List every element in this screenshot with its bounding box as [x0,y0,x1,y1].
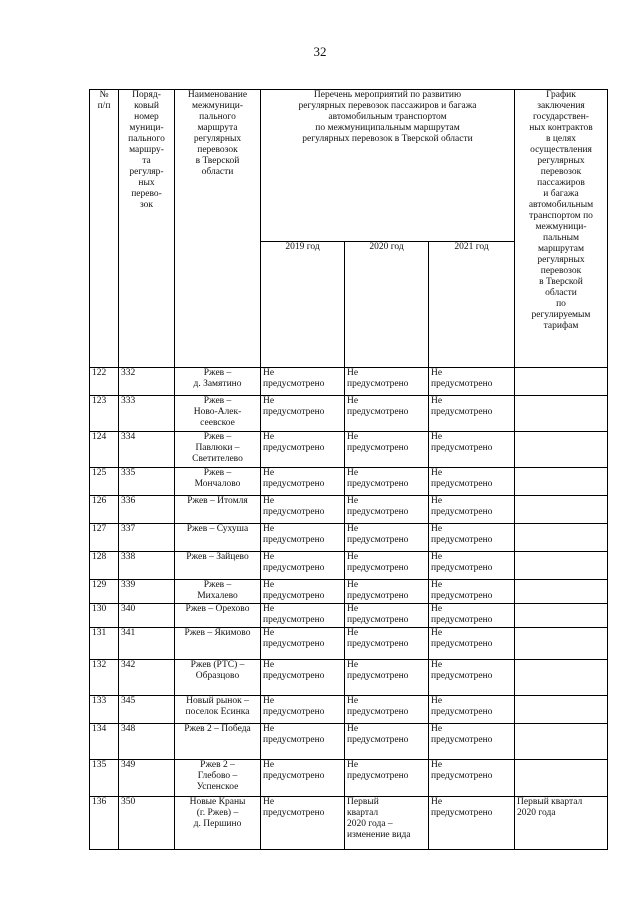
schedule-cell [515,368,608,396]
table-row [90,432,608,468]
year-2020-cell: Не предусмотрено [345,496,429,524]
header-year-2021: 2021 год [429,242,515,368]
schedule-cell [515,524,608,552]
table-row [90,496,608,524]
year-2021-cell: Не предусмотрено [429,524,515,552]
row-number-cell: 132 [90,660,119,696]
schedule-cell [515,468,608,496]
year-2021-cell: Не предусмотрено [429,396,515,432]
year-2020-cell: Не предусмотрено [345,396,429,432]
row-number-cell: 129 [90,580,119,604]
route-number-cell: 334 [119,432,175,468]
year-2021-cell: Не предусмотрено [429,496,515,524]
year-2021-cell: Не предусмотрено [429,797,515,850]
row-number-cell: 136 [90,797,119,850]
route-number-cell: 350 [119,797,175,850]
header-route-no: Поряд- ковый номер муници- пального маршру- та регуляр- ных перево- зок [119,90,175,368]
route-name-cell: Ржев 2 – Победа [175,724,261,760]
year-2019-cell: Не предусмотрено [261,524,345,552]
schedule-cell: Первый квартал 2020 года [515,797,608,850]
route-name-cell: Ржев – Сухуша [175,524,261,552]
year-2020-cell: Первый квартал 2020 года – изменение вида [345,797,429,850]
year-2021-cell: Не предусмотрено [429,580,515,604]
route-number-cell: 340 [119,604,175,628]
year-2019-cell: Не предусмотрено [261,604,345,628]
year-2019-cell: Не предусмотрено [261,724,345,760]
schedule-cell [515,660,608,696]
route-name-cell: Новый рынок – поселок Есинка [175,696,261,724]
route-name-cell: Ржев – Мончалово [175,468,261,496]
page-number: 32 [313,44,327,59]
schedule-cell [515,580,608,604]
year-2019-cell: Не предусмотрено [261,552,345,580]
table-row [90,660,608,696]
route-number-cell: 333 [119,396,175,432]
year-2021-cell: Не предусмотрено [429,604,515,628]
schedule-cell [515,696,608,724]
year-2021-cell: Не предусмотрено [429,432,515,468]
route-number-cell: 335 [119,468,175,496]
year-2019-cell: Не предусмотрено [261,368,345,396]
table-row [90,396,608,432]
table-row [90,552,608,580]
route-name-cell: Ржев (РТС) – Образцово [175,660,261,696]
year-2019-cell: Не предусмотрено [261,660,345,696]
year-2020-cell: Не предусмотрено [345,368,429,396]
table-row [90,696,608,724]
route-number-cell: 345 [119,696,175,724]
header-route-name: Наименование межмуници- пального маршрута регулярных перевозок в Тверской области [175,90,261,368]
year-2019-cell: Не предусмотрено [261,396,345,432]
year-2020-cell: Не предусмотрено [345,432,429,468]
header-year-2020: 2020 год [345,242,429,368]
row-number-cell: 122 [90,368,119,396]
year-2020-cell: Не предусмотрено [345,628,429,660]
route-number-cell: 336 [119,496,175,524]
table-row [90,468,608,496]
route-number-cell: 348 [119,724,175,760]
year-2020-cell: Не предусмотрено [345,724,429,760]
year-2020-cell: Не предусмотрено [345,696,429,724]
table-row [90,760,608,797]
route-number-cell: 342 [119,660,175,696]
table-row [90,368,608,396]
row-number-cell: 123 [90,396,119,432]
route-name-cell: Новые Краны (г. Ржев) – д. Першино [175,797,261,850]
table-row [90,524,608,552]
route-name-cell: Ржев 2 – Глебово – Успенское [175,760,261,797]
year-2020-cell: Не предусмотрено [345,524,429,552]
row-number-cell: 131 [90,628,119,660]
schedule-cell [515,604,608,628]
row-number-cell: 135 [90,760,119,797]
year-2020-cell: Не предусмотрено [345,468,429,496]
year-2021-cell: Не предусмотрено [429,628,515,660]
row-number-cell: 128 [90,552,119,580]
route-name-cell: Ржев – Зайцево [175,552,261,580]
year-2019-cell: Не предусмотрено [261,760,345,797]
route-number-cell: 339 [119,580,175,604]
schedule-cell [515,496,608,524]
year-2021-cell: Не предусмотрено [429,696,515,724]
schedule-cell [515,760,608,797]
schedule-cell [515,432,608,468]
year-2019-cell: Не предусмотрено [261,797,345,850]
table-row [90,797,608,850]
table-row [90,604,608,628]
year-2019-cell: Не предусмотрено [261,496,345,524]
row-number-cell: 125 [90,468,119,496]
route-name-cell: Ржев – д. Замятино [175,368,261,396]
year-2021-cell: Не предусмотрено [429,368,515,396]
header-plan: Перечень мероприятий по развитию регулярных перевозок пассажиров и багажа автомобильным транспортом по межмуниципальным маршрутам регулярных перевозок в Тверской области [261,90,515,242]
row-number-cell: 127 [90,524,119,552]
schedule-cell [515,396,608,432]
header-year-2019: 2019 год [261,242,345,368]
year-2021-cell: Не предусмотрено [429,468,515,496]
route-name-cell: Ржев – Орехово [175,604,261,628]
row-number-cell: 130 [90,604,119,628]
year-2020-cell: Не предусмотрено [345,552,429,580]
year-2021-cell: Не предусмотрено [429,660,515,696]
schedule-cell [515,552,608,580]
header-row [90,90,608,242]
route-name-cell: Ржев – Якимово [175,628,261,660]
table-row [90,580,608,604]
routes-table [89,89,608,850]
route-number-cell: 341 [119,628,175,660]
year-2020-cell: Не предусмотрено [345,604,429,628]
year-2021-cell: Не предусмотрено [429,724,515,760]
year-2020-cell: Не предусмотрено [345,580,429,604]
row-number-cell: 126 [90,496,119,524]
route-number-cell: 337 [119,524,175,552]
row-number-cell: 124 [90,432,119,468]
header-schedule: График заключения государствен- ных контрактов в целях осуществления регулярных перевозок пассажиров и багажа автомобильным транспортом по межмуници- пальным маршрутам регулярных перевозок в Тверской области по регулируемым тарифам [515,90,608,368]
route-name-cell: Ржев – Итомля [175,496,261,524]
route-name-cell: Ржев – Михалево [175,580,261,604]
table-row [90,628,608,660]
table-row [90,724,608,760]
header-no: № п/п [90,90,119,368]
year-2019-cell: Не предусмотрено [261,468,345,496]
year-2019-cell: Не предусмотрено [261,628,345,660]
year-2019-cell: Не предусмотрено [261,696,345,724]
route-number-cell: 349 [119,760,175,797]
row-number-cell: 134 [90,724,119,760]
year-2021-cell: Не предусмотрено [429,552,515,580]
schedule-cell [515,628,608,660]
table-body [90,368,608,850]
year-2020-cell: Не предусмотрено [345,660,429,696]
route-name-cell: Ржев – Павлюки – Светителево [175,432,261,468]
schedule-cell [515,724,608,760]
route-number-cell: 338 [119,552,175,580]
row-number-cell: 133 [90,696,119,724]
year-2019-cell: Не предусмотрено [261,580,345,604]
route-number-cell: 332 [119,368,175,396]
year-2021-cell: Не предусмотрено [429,760,515,797]
route-name-cell: Ржев – Ново-Алек- сеевское [175,396,261,432]
year-2019-cell: Не предусмотрено [261,432,345,468]
year-2020-cell: Не предусмотрено [345,760,429,797]
